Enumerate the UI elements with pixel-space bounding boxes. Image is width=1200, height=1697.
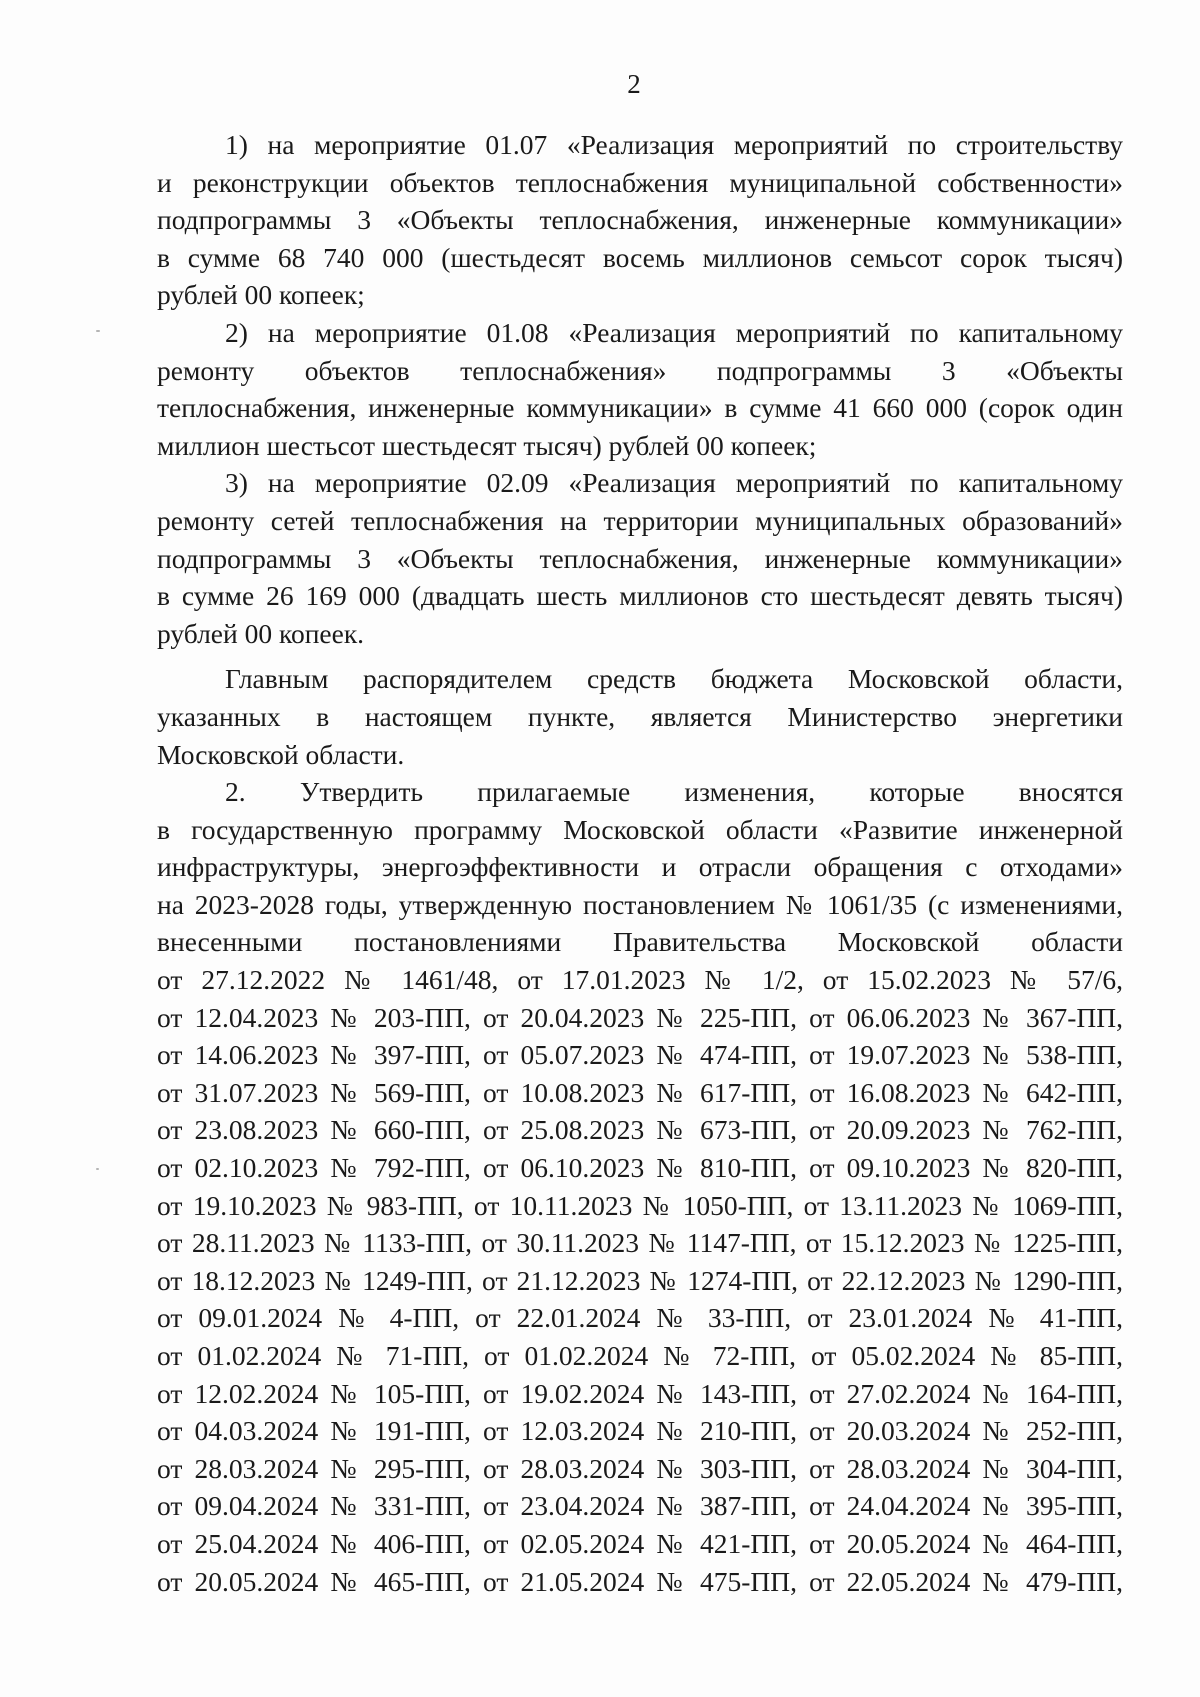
page-number: 2 [627,69,641,99]
paragraph-point-2 [157,773,1123,1600]
text-line: от 12.02.2024 № 105-ПП, от 19.02.2024 № 143-ПП, от 27.02.2024 № 164-ПП, [157,1377,1123,1409]
text-line: в государственную программу Московской области «Развитие инженерной [157,813,1123,845]
scan-speck [96,1168,99,1170]
text-line: от 02.10.2023 № 792-ПП, от 06.10.2023 № 810-ПП, от 09.10.2023 № 820-ПП, [157,1152,1123,1184]
text-line: от 23.08.2023 № 660-ПП, от 25.08.2023 № 673-ПП, от 20.09.2023 № 762-ПП, [157,1114,1123,1146]
text-line: от 28.11.2023 № 1133-ПП, от 30.11.2023 № 1147-ПП, от 15.12.2023 № 1225-ПП, [157,1227,1123,1259]
text-line: от 09.04.2024 № 331-ПП, от 23.04.2024 № 387-ПП, от 24.04.2024 № 395-ПП, [157,1490,1123,1522]
text-line: от 18.12.2023 № 1249-ПП, от 21.12.2023 № 1274-ПП, от 22.12.2023 № 1290-ПП, [157,1264,1123,1296]
paragraph-main-manager [157,660,1123,773]
text-line: ремонту сетей теплоснабжения на территории муниципальных образований» [157,504,1123,536]
text-line: рублей 00 копеек; [157,279,365,311]
text-line: Главным распорядителем средств бюджета Московской области, [225,663,1123,695]
text-line: и реконструкции объектов теплоснабжения муниципальной собственности» [157,166,1123,198]
text-line: теплоснабжения, инженерные коммуникации» в сумме 41 660 000 (сорок один [157,392,1123,424]
paragraph-item-2 [157,314,1123,464]
text-line: указанных в настоящем пункте, является Министерство энергетики [157,700,1123,732]
text-line: 2) на мероприятие 01.08 «Реализация мероприятий по капитальному [225,316,1123,348]
scan-speck [96,330,100,332]
text-line: в сумме 68 740 000 (шестьдесят восемь миллионов семьсот сорок тысяч) [157,241,1123,273]
text-line: от 12.04.2023 № 203-ПП, от 20.04.2023 № 225-ПП, от 06.06.2023 № 367-ПП, [157,1001,1123,1033]
text-line: от 14.06.2023 № 397-ПП, от 05.07.2023 № 474-ПП, от 19.07.2023 № 538-ПП, [157,1039,1123,1071]
text-line: от 25.04.2024 № 406-ПП, от 02.05.2024 № 421-ПП, от 20.05.2024 № 464-ПП, [157,1527,1123,1559]
text-line: от 28.03.2024 № 295-ПП, от 28.03.2024 № 303-ПП, от 28.03.2024 № 304-ПП, [157,1452,1123,1484]
text-line: рублей 00 копеек. [157,617,365,649]
paragraph-item-3 [157,464,1123,652]
paragraph-item-1 [157,126,1123,314]
text-line: в сумме 26 169 000 (двадцать шесть миллионов сто шестьдесят девять тысяч) [157,580,1123,612]
text-line: от 01.02.2024 № 71-ПП, от 01.02.2024 № 72-ПП, от 05.02.2024 № 85-ПП, [157,1340,1123,1371]
text-line: 1) на мероприятие 01.07 «Реализация мероприятий по строительству [225,129,1123,160]
text-line: от 27.12.2022 № 1461/48, от 17.01.2023 № 1/2, от 15.02.2023 № 57/6, [157,964,1123,996]
text-line: миллион шестьсот шестьдесят тысяч) рублей 00 копеек; [157,429,817,461]
text-line: Московской области. [157,738,405,770]
text-line: от 20.05.2024 № 465-ПП, от 21.05.2024 № 475-ПП, от 22.05.2024 № 479-ПП, [157,1565,1123,1597]
text-line: 2. Утвердить прилагаемые изменения, которые вносятся [225,776,1123,808]
text-line: подпрограммы 3 «Объекты теплоснабжения, инженерные коммуникации» [157,204,1123,236]
text-line: на 2023-2028 годы, утвержденную постановлением № 1061/35 (с изменениями, [157,888,1123,920]
text-line: от 19.10.2023 № 983-ПП, от 10.11.2023 № 1050-ПП, от 13.11.2023 № 1069-ПП, [157,1189,1123,1221]
text-line: 3) на мероприятие 02.09 «Реализация мероприятий по капитальному [225,467,1123,499]
text-line: от 04.03.2024 № 191-ПП, от 12.03.2024 № 210-ПП, от 20.03.2024 № 252-ПП, [157,1415,1123,1447]
text-line: подпрограммы 3 «Объекты теплоснабжения, инженерные коммуникации» [157,542,1123,574]
text-line: инфраструктуры, энергоэффективности и отрасли обращения с отходами» [157,851,1123,883]
text-line: от 09.01.2024 № 4-ПП, от 22.01.2024 № 33-ПП, от 23.01.2024 № 41-ПП, [157,1302,1123,1334]
text-line: от 31.07.2023 № 569-ПП, от 10.08.2023 № 617-ПП, от 16.08.2023 № 642-ПП, [157,1076,1123,1108]
text-line: ремонту объектов теплоснабжения» подпрограммы 3 «Объекты [157,354,1123,386]
document-body [157,126,1123,1600]
text-line: внесенными постановлениями Правительства Московской области [157,926,1123,958]
